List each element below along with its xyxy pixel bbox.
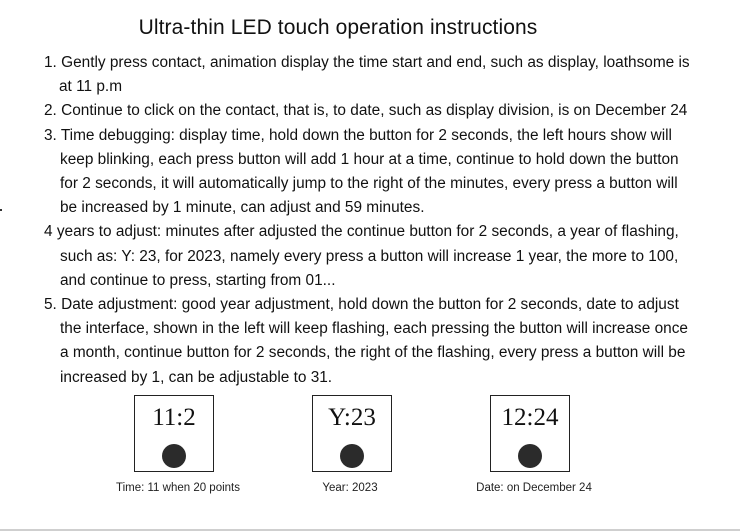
instruction-list — [0, 51, 740, 390]
instruction-step-5 — [0, 293, 740, 390]
margin-mark — [0, 209, 2, 211]
step-1-line-1: 1. Gently press contact, animation display the time start and end, such as display, loathsome is — [44, 54, 690, 71]
date-display-caption: Date: on December 24 — [476, 482, 592, 494]
time-display-panel — [134, 395, 214, 472]
step-4-line-2: such as: Y: 23, for 2023, namely every press a button will increase 1 year, the more to 100, — [60, 247, 679, 265]
touch-button-icon — [162, 444, 186, 468]
step-3-line-4: be increased by 1 minute, can adjust and 59 minutes. — [60, 199, 425, 217]
touch-button-icon — [518, 444, 542, 468]
year-display-readout: Y:23 — [328, 404, 376, 431]
instruction-step-1 — [0, 51, 740, 99]
step-2-line-1: 2. Continue to click on the contact, that is, to date, such as display division, is on December 24 — [44, 102, 688, 120]
year-display-panel — [312, 395, 392, 472]
display-examples — [0, 395, 740, 505]
time-display-readout: 11:2 — [152, 404, 196, 431]
year-display-caption: Year: 2023 — [322, 482, 378, 494]
step-5-line-4: increased by 1, can be adjustable to 31. — [60, 368, 333, 386]
touch-button-icon — [340, 444, 364, 468]
step-3-line-3: for 2 seconds, it will automatically jump to the right of the minutes, every press a button will — [60, 175, 678, 193]
instruction-step-3 — [0, 124, 740, 221]
step-4-line-3: and continue to press, starting from 01... — [60, 271, 336, 289]
instruction-step-2 — [0, 99, 740, 123]
step-5-line-2: the interface, shown in the left will keep flashing, each pressing the button will increase once — [60, 320, 688, 338]
step-1-line-2: at 11 p.m — [59, 78, 123, 96]
step-3-line-2: keep blinking, each press button will add 1 hour at a time, continue to hold down the button — [60, 150, 679, 168]
step-3-line-1: 3. Time debugging: display time, hold down the button for 2 seconds, the left hours show will — [44, 126, 672, 144]
step-5-line-1: 5. Date adjustment: good year adjustment, hold down the button for 2 seconds, date to adjust — [44, 296, 679, 314]
time-display-caption: Time: 11 when 20 points — [115, 482, 240, 494]
step-5-line-3: a month, continue button for 2 seconds, the right of the flashing, every press a button will be — [60, 344, 686, 362]
step-4-line-1: 4 years to adjust: minutes after adjusted the continue button for 2 seconds, a year of flashing, — [44, 223, 679, 241]
date-display-panel — [490, 395, 570, 472]
page-title: Ultra-thin LED touch operation instructions — [138, 16, 538, 39]
instruction-step-4 — [0, 220, 740, 293]
date-display-readout: 12:24 — [501, 404, 559, 431]
